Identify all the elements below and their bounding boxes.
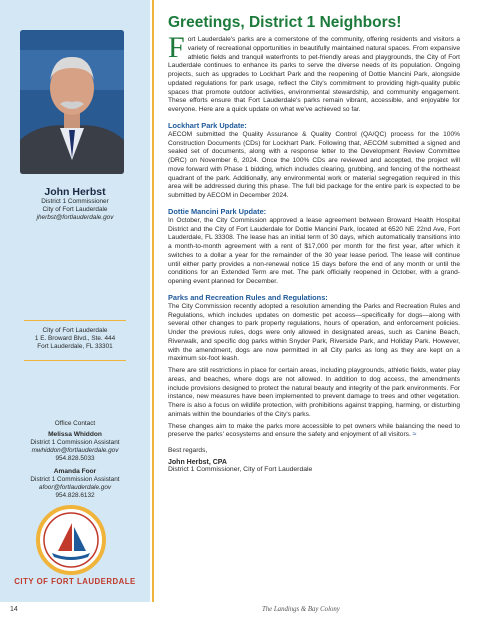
publication-title: The Landings & Bay Colony [262, 606, 340, 613]
city-address [0, 327, 150, 351]
commissioner-name: John Herbst [44, 186, 106, 198]
intro-paragraph [168, 31, 460, 115]
section-paragraph: The City Commission recently adopted a resolution amending the Parks and Recreation Rules and Regulations, which includes updates on domestic pet access—specifically for dogs—along with several other changes to park property regulations, hours of operation, and enforcement policies. Under the previous rules, dogs were only allowed in designated areas, such as Canine Beach, Riverwalk, and specific dog parks within Snyder Park, Riverside Park, and Holiday Park. However, with the amendment, dogs are now permitted in all City parks as long as they are kept on a maximum six-foot leash. [168, 302, 460, 363]
page-title: Greetings, District 1 Neighbors! [168, 14, 402, 31]
commissioner-email[interactable]: jherbst@fortlauderdale.gov [36, 214, 114, 221]
contact-email[interactable]: mwhiddon@fortlauderdale.gov [31, 447, 119, 454]
commissioner-org: City of Fort Lauderdale [42, 206, 108, 213]
contact-name: Amanda Foor [53, 468, 97, 475]
section-title: Parks and Recreation Rules and Regulations: [168, 292, 328, 302]
city-name: CITY OF FORT LAUDERDALE [14, 577, 136, 586]
contact-phone: 954.828.6132 [55, 492, 95, 499]
section-paragraph: AECOM submitted the Quality Assurance & Quality Control (QA/QC) process for the 100% Construction Documents (CDs) for Lockhart Park. Following that, AECOM submitted a signed and sealed set of documents, along with a response letter to the Development Review Committee (DRC) on November 6, 2024. Once the 100% CDs are reviewed and accepted, the project will move forward with Phase 1 bidding, which includes clearing, grubbing, and fencing of the northeast quadrant of the park. Additionally, any environmental work or material segregation required in this area will be addressed during this phase. The full bid package for the entire park is expected to be submitted by AECOM in December 2024. [168, 130, 460, 199]
section-paragraph: There are still restrictions in place for certain areas, including playgrounds, athletic fields, water play areas, and beaches, where dogs are not allowed. In addition to dog access, the amendments include provisions designed to protect the natural beauty and integrity of the park environments. For instance, new measures have been implemented to prevent damage to trees and other vegetation. There is also a focus on wildlife protection, with prohibitions against trapping, harming, or disturbing animals within the boundaries of the City's parks. [168, 367, 460, 418]
commissioner-photo [20, 30, 124, 174]
contact-name: Melissa Whiddon [48, 431, 102, 438]
section-title: Dottie Mancini Park Update: [168, 206, 267, 216]
intro-text: ort Lauderdale's parks are a cornerstone of the community, offering residents and visitors a variety of recreational opportunities in beautifully maintained natural spaces. From expansive athletic fields and tranquil waterfronts to pet-friendly areas and playgrounds, the City of Fort Lauderdale continues to enhance its parks to serve the diverse needs of its population. Ongoing projects, such as upgrades to Lockhart Park and the reopening of Dottie Mancini Park, alongside updated regulations for park usage, reflect the City's commitment to providing high-quality public spaces that promote outdoor activities, environmental stewardship, and community engagement. These efforts ensure that Fort Lauderdale's parks remain vibrant, accessible, and enjoyable for everyone. Here are a quick update on what we've achieved so far. [168, 36, 460, 113]
sidebar-divider [152, 0, 154, 602]
address-line: Fort Lauderdale, FL 33301 [37, 343, 113, 350]
contact-role: District 1 Commission Assistant [30, 476, 120, 483]
contact-phone: 954.828.5033 [55, 455, 95, 462]
office-contacts [0, 420, 150, 500]
office-contact-label: Office Contact [54, 420, 96, 427]
section-paragraph: In October, the City Commission approved a lease agreement between Broward Health Hospital District and the City of Fort Lauderdale for Dottie Mancini Park, located at 6520 NE 22nd Ave, Fort Lauderdale, FL 33308. The lease has an initial term of 30 days, which automatically transitions into a month-to-month agreement with a rent of $17,000 per month for the first year, after which it switches to a dollar a year for the remainder of the 30 year lease period. The lease will continue until either party provides a non-renewal notice 15 days before the end of any month or until the conditions for an Extended Term are met. The park officially reopened in October, with a grand-opening event planned for December. [168, 216, 460, 285]
main-content [168, 14, 460, 473]
section-text: These changes aim to make the parks more accessible to pet owners while balancing the need to preserve the parks' ecosystems and ensure the safety and enjoyment of all visitors. [168, 422, 460, 439]
city-seal-logo [36, 505, 106, 575]
wave-icon: ≈ [412, 431, 417, 439]
contact-email[interactable]: afoor@fortlauderdale.gov [38, 484, 112, 491]
divider-bottom [24, 360, 126, 361]
page-number: 14 [10, 606, 18, 613]
commissioner-info [0, 186, 150, 222]
commissioner-title: District 1 Commissioner [41, 198, 109, 205]
divider-top [24, 320, 126, 321]
section-title: Lockhart Park Update: [168, 120, 247, 130]
address-line: 1 E. Broward Blvd., Ste. 444 [34, 335, 116, 342]
signature-name: John Herbst, CPA [168, 459, 227, 466]
contact-role: District 1 Commission Assistant [30, 439, 120, 446]
signature-title: District 1 Commissioner, City of Fort Lauderdale [168, 466, 313, 473]
section-paragraph [168, 423, 460, 441]
address-line: City of Fort Lauderdale [42, 327, 108, 334]
closing: Best regards, [168, 447, 208, 454]
drop-cap: F [168, 31, 185, 64]
